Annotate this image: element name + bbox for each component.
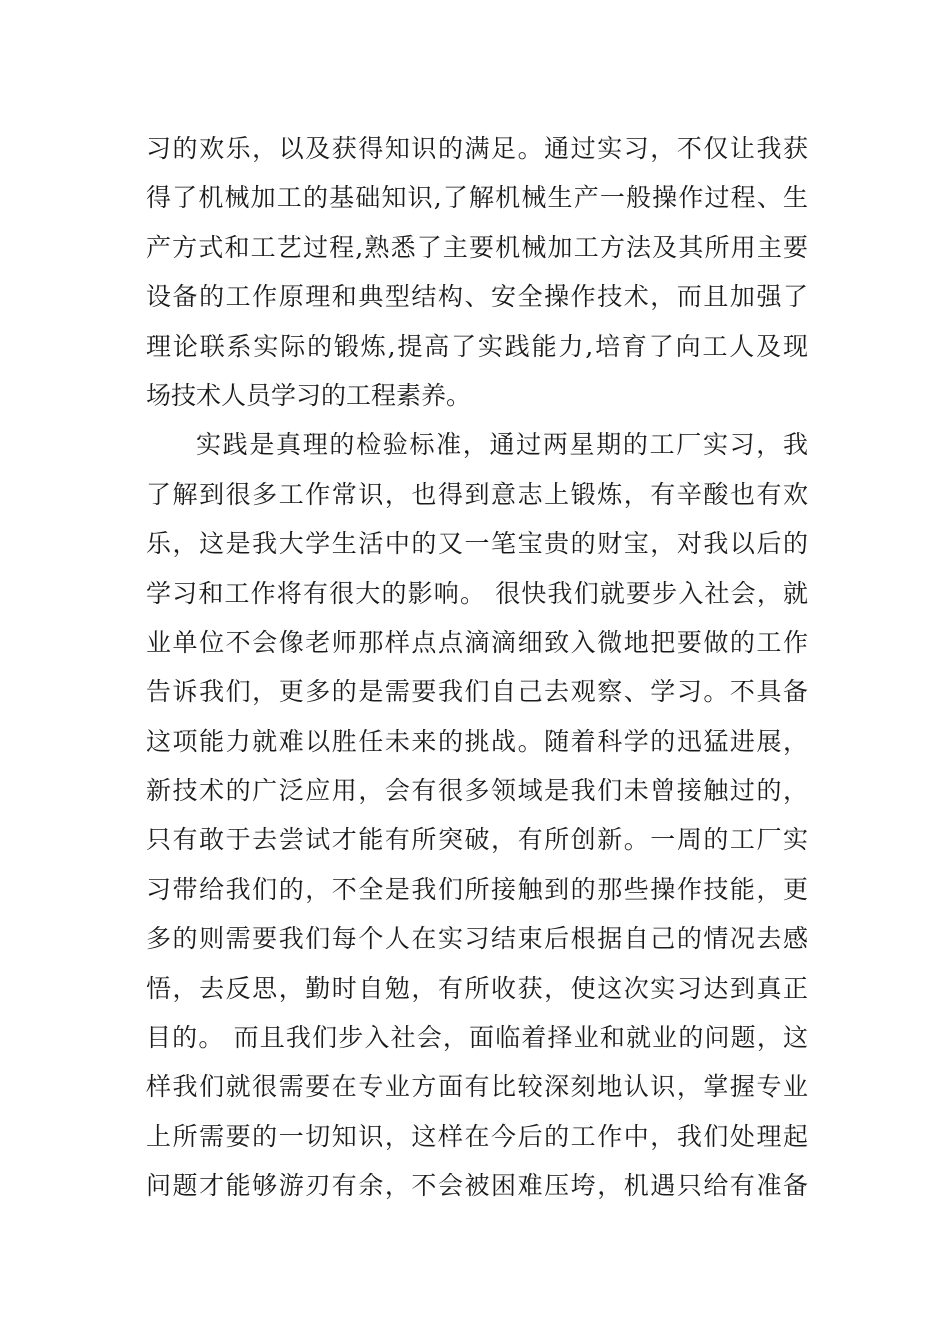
text-line: 了解到很多工作常识，也得到意志上锻炼，有辛酸也有欢: [146, 479, 808, 509]
text-line: 得了机械加工的基础知识,了解机械生产一般操作过程、生: [146, 183, 808, 213]
paragraph-first-line: 实践是真理的检验标准，通过两星期的工厂实习，我: [196, 430, 808, 460]
text-line: 学习和工作将有很大的影响。 很快我们就要步入社会，就: [146, 578, 808, 608]
text-line: 业单位不会像老师那样点点滴滴细致入微地把要做的工作: [146, 627, 808, 657]
body-text: [146, 124, 808, 1211]
text-line: 问题才能够游刃有余，不会被困难压垮，机遇只给有准备: [146, 1171, 808, 1201]
text-line: 这项能力就难以胜任未来的挑战。随着科学的迅猛进展，: [146, 726, 808, 756]
text-line: 习的欢乐，以及获得知识的满足。通过实习，不仅让我获: [146, 134, 808, 163]
text-line: 乐，这是我大学生活中的又一笔宝贵的财宝，对我以后的: [146, 529, 808, 559]
text-line: 理论联系实际的锻炼,提高了实践能力,培育了向工人及现: [146, 331, 808, 361]
text-line: 场技术人员学习的工程素养。: [146, 380, 472, 410]
text-line: 新技术的广泛应用，会有很多领域是我们未曾接触过的，: [146, 776, 808, 806]
text-line: 上所需要的一切知识，这样在今后的工作中，我们处理起: [146, 1121, 808, 1151]
text-line: 习带给我们的，不全是我们所接触到的那些操作技能，更: [146, 874, 808, 904]
text-line: 只有敢于去尝试才能有所突破，有所创新。一周的工厂实: [146, 825, 808, 855]
text-line: 告诉我们，更多的是需要我们自己去观察、学习。不具备: [146, 677, 808, 707]
text-line: 悟，去反思，勤时自勉，有所收获，使这次实习达到真正: [146, 973, 808, 1003]
text-line: 目的。 而且我们步入社会，面临着择业和就业的问题，这: [146, 1023, 808, 1053]
text-line: 产方式和工艺过程,熟悉了主要机械加工方法及其所用主要: [146, 232, 808, 262]
text-line: 样我们就很需要在专业方面有比较深刻地认识，掌握专业: [146, 1072, 808, 1102]
text-line: 多的则需要我们每个人在实习结束后根据自己的情况去感: [146, 924, 808, 954]
text-line: 设备的工作原理和典型结构、安全操作技术，而且加强了: [146, 282, 808, 312]
